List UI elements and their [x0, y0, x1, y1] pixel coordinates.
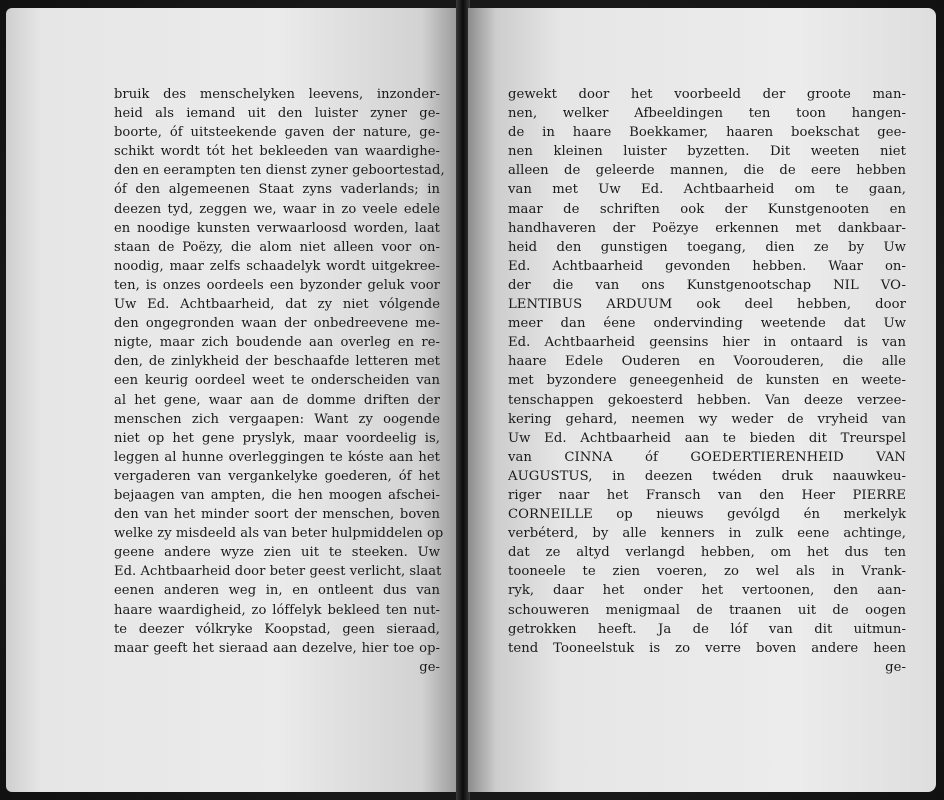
text-line: van met Uw Ed. Achtbaarheid om te gaan,	[508, 182, 906, 198]
text-line: kering gehard, neemen wy weder de vryheid van	[508, 411, 906, 427]
text-line: nigte, maar zich boudende aan overleg en re-	[114, 335, 440, 351]
text-line: meer dan éene ondervinding weetende dat Uw	[508, 316, 906, 332]
text-line: haare Edele Ouderen en Voorouderen, die alle	[508, 354, 906, 370]
text-line: van CINNA óf GOEDERTIERENHEID VAN	[508, 449, 906, 465]
text-line: Uw Ed. Achtbaarheid, dat zy niet vólgende	[114, 297, 440, 313]
text-line: nen kleinen luister byzetten. Dit weeten niet	[508, 144, 906, 160]
text-line: een keurig oordeel weet te onderscheiden van	[114, 373, 440, 389]
text-line: deezen tyd, zeggen we, waar in zo veele edele	[114, 201, 440, 217]
text-line: tenschappen gekoesterd hebben. Van deeze verzee-	[508, 392, 906, 408]
left-page	[6, 8, 458, 792]
text-line: maar geeft het sieraad aan dezelve, hier toe op-	[114, 640, 440, 656]
text-line: AUGUSTUS, in deezen twéden druk naauwkeu-	[508, 468, 906, 484]
text-line: te deezer vólkryke Koopstad, geen sieraad,	[114, 621, 440, 637]
right-page	[468, 8, 936, 792]
text-line: der die van ons Kunstgenootschap NIL VO-	[508, 277, 906, 293]
text-line: getrokken heeft. Ja de lóf van dit uitmun-	[508, 621, 906, 637]
text-line: Ed. Achtbaarheid geensins hier in ontaard is van	[508, 335, 906, 351]
text-line: al het gene, waar aan de domme driften der	[114, 392, 440, 408]
text-line: leggen al hunne overleggingen te kóste aan het	[114, 449, 440, 465]
text-line: den ongegronden waan der onbedreevene me-	[114, 316, 440, 332]
text-line: heid als iemand uit den luister zyner ge-	[114, 106, 440, 122]
text-line: den, de zinlykheid der beschaafde letteren met	[114, 354, 440, 370]
catchword: ge-	[885, 659, 906, 675]
text-line: tend Tooneelstuk is zo verre boven andere heen	[508, 640, 906, 656]
text-line: de in haare Boekkamer, haaren boekschat gee-	[508, 125, 906, 141]
text-line: Ed. Achtbaarheid gevonden hebben. Waar on-	[508, 258, 906, 274]
text-line: schouweren menigmaal de traanen uit de oogen	[508, 602, 906, 618]
text-line: handhaveren der Poëzye erkennen met dankbaar-	[508, 220, 906, 236]
catchword: ge-	[419, 659, 440, 675]
text-line: boorte, óf uitsteekende gaven der nature, ge-	[114, 125, 440, 141]
left-page-text	[114, 85, 445, 677]
text-line: nen, welker Afbeeldingen ten toon hangen-	[508, 106, 906, 122]
text-line: maar de schriften ook der Kunstgenooten en	[508, 201, 906, 217]
text-line: met byzondere geneegenheid de kunsten en weete-	[508, 373, 906, 389]
text-line: den en eerampten ten dienst zyner geboortestad,	[114, 163, 445, 179]
text-line: bejaagen van ampten, die hen moogen afschei-	[114, 487, 440, 503]
text-line: heid den gunstigen toegang, dien ze by Uw	[508, 239, 906, 255]
text-line: vergaderen van vergankelyke goederen, óf het	[114, 468, 440, 484]
text-line: en noodige kunsten verwaarloosd worden, laat	[114, 220, 440, 236]
text-line: alleen de geleerde mannen, die de eere hebben	[508, 163, 906, 179]
text-line: gewekt door het voorbeeld der groote man-	[508, 87, 906, 102]
text-line: dat ze altyd verlangd hebben, om het dus ten	[508, 545, 906, 561]
text-line: tooneele te zien voeren, zo wel als in Vrank-	[508, 564, 906, 580]
text-line: niet op het gene pryslyk, maar voordeelig is,	[114, 430, 440, 446]
text-line: LENTIBUS ARDUUM ook deel hebben, door	[508, 297, 906, 313]
text-line: haare waardigheid, zo lóffelyk bekleed ten nut-	[114, 602, 440, 618]
text-line: den van het minder soort der menschen, boven	[114, 507, 440, 523]
text-line: CORNEILLE op nieuws gevólgd én merkelyk	[508, 507, 906, 523]
text-line: ten, is onzes oordeels een byzonder geluk voor	[114, 277, 440, 293]
text-line: bruik des menschelyken leevens, inzonder-	[114, 87, 440, 102]
text-line: welke zy misdeeld als van beter hulpmiddelen op	[114, 526, 444, 542]
right-page-text	[508, 85, 906, 677]
text-line: Uw Ed. Achtbaarheid aan te bieden dit Treurspel	[508, 430, 906, 446]
text-line: noodig, maar zelfs schaadelyk wordt uitgekree-	[114, 258, 440, 274]
text-line: verbéterd, by alle kenners in zulk eene achtinge,	[508, 526, 906, 542]
text-line: menschen zich vergaapen: Want zy oogende	[114, 411, 440, 427]
text-line: óf den algemeenen Staat zyns vaderlands; in	[114, 182, 440, 198]
text-line: riger naar het Fransch van den Heer PIERRE	[508, 487, 906, 503]
text-line: staan de Poëzy, die alom niet alleen voor on-	[114, 239, 440, 255]
text-line: eenen anderen weg in, en ontleent dus van	[114, 583, 440, 599]
text-line: ryk, daar het onder het vertoonen, den aan-	[508, 583, 906, 599]
text-line: schikt wordt tót het bekleeden van waardighe-	[114, 144, 440, 160]
text-line: Ed. Achtbaarheid door beter geest verlicht, slaat	[114, 564, 442, 580]
text-line: geene andere wyze zien uit te steeken. Uw	[114, 545, 440, 561]
